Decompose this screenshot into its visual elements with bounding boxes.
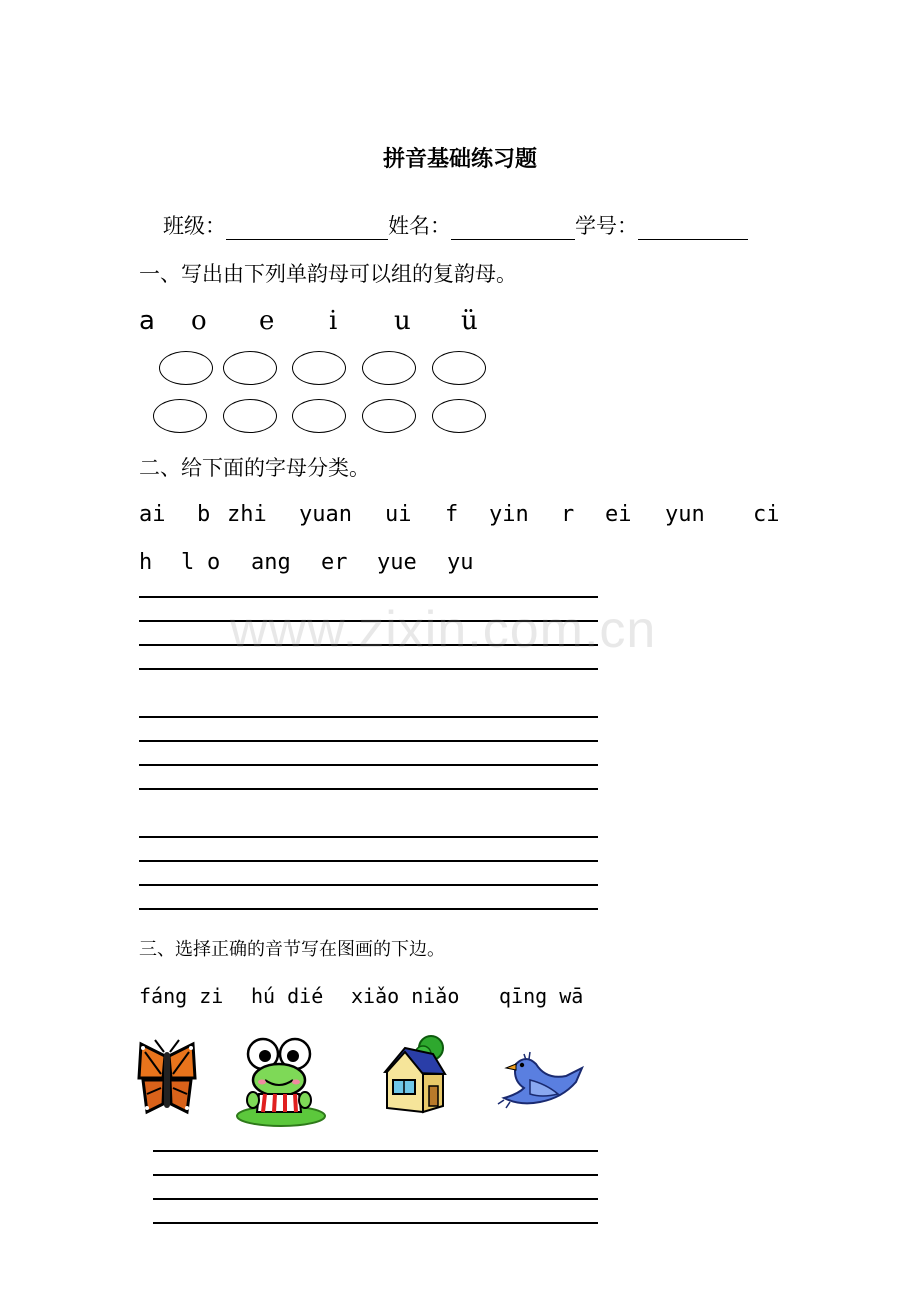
letter-token: yuan <box>299 502 352 527</box>
answer-line[interactable] <box>153 1150 598 1152</box>
letter-token: ai <box>139 502 166 527</box>
answer-oval[interactable] <box>362 351 416 385</box>
answer-line[interactable] <box>153 1198 598 1200</box>
letter-token: er <box>321 550 348 575</box>
answer-oval[interactable] <box>159 351 213 385</box>
vowel: a <box>139 306 155 336</box>
page-title: 拼音基础练习题 <box>382 147 537 172</box>
letter-token: b <box>197 502 211 527</box>
vowel: u <box>394 306 411 336</box>
id-blank[interactable] <box>638 217 748 240</box>
writing-line[interactable] <box>139 716 598 718</box>
answer-line[interactable] <box>153 1174 598 1176</box>
writing-line[interactable] <box>139 884 598 886</box>
syllable: qīng wā <box>499 984 584 1008</box>
answer-oval[interactable] <box>432 399 486 433</box>
letter-token: yu <box>447 550 474 575</box>
writing-line[interactable] <box>139 740 598 742</box>
writing-line[interactable] <box>139 764 598 766</box>
writing-line[interactable] <box>139 596 598 598</box>
letter-token: o <box>207 550 221 575</box>
answer-oval[interactable] <box>223 351 277 385</box>
section2-heading: 二、给下面的字母分类。 <box>139 456 370 480</box>
info-row <box>163 210 748 240</box>
watermark: www.zixin.com.cn <box>230 601 657 659</box>
writing-line[interactable] <box>139 860 598 862</box>
syllable: hú dié <box>251 984 324 1008</box>
letter-token: r <box>561 502 575 527</box>
writing-line[interactable] <box>139 668 598 670</box>
letter-token: ang <box>251 550 291 575</box>
letter-token: ci <box>753 502 780 527</box>
id-label: 学号： <box>575 214 638 238</box>
answer-oval[interactable] <box>292 399 346 433</box>
writing-line[interactable] <box>139 836 598 838</box>
frog-icon <box>235 1036 327 1128</box>
name-label: 姓名： <box>388 214 451 238</box>
answer-oval[interactable] <box>292 351 346 385</box>
section1-heading: 一、写出由下列单韵母可以组的复韵母。 <box>139 262 517 286</box>
writing-line[interactable] <box>139 908 598 910</box>
letter-token: ui <box>385 502 412 527</box>
letter-token: yun <box>665 502 705 527</box>
writing-line[interactable] <box>139 788 598 790</box>
letter-token: h <box>139 550 153 575</box>
class-blank[interactable] <box>226 217 388 240</box>
answer-oval[interactable] <box>362 399 416 433</box>
bird-icon <box>496 1050 586 1112</box>
butterfly-icon <box>137 1038 197 1118</box>
letter-token: yin <box>489 502 529 527</box>
letter-token: l <box>181 550 195 575</box>
answer-oval[interactable] <box>223 399 277 433</box>
vowel: i <box>329 306 338 336</box>
vowel: e <box>259 306 275 336</box>
letter-token: ei <box>605 502 632 527</box>
vowel: o <box>191 306 207 336</box>
syllable: fáng zi <box>139 984 224 1008</box>
syllable: xiǎo niǎo <box>351 984 460 1008</box>
letter-token: zhi <box>227 502 267 527</box>
letter-token: f <box>445 502 459 527</box>
name-blank[interactable] <box>451 217 575 240</box>
answer-line[interactable] <box>153 1222 598 1224</box>
answer-oval[interactable] <box>153 399 207 433</box>
section3-heading: 三、选择正确的音节写在图画的下边。 <box>139 939 445 960</box>
class-label: 班级： <box>163 214 226 238</box>
house-icon <box>383 1034 449 1116</box>
answer-oval[interactable] <box>432 351 486 385</box>
vowel: ü <box>461 306 478 336</box>
letter-token: yue <box>377 550 417 575</box>
